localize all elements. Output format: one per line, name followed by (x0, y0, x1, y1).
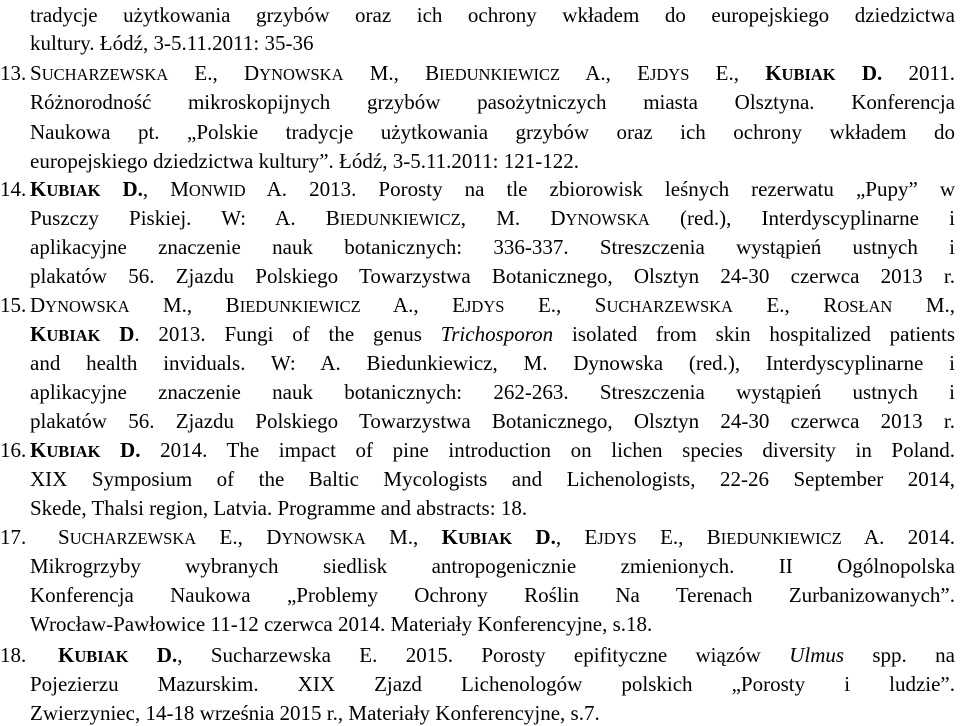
text-run: K (30, 438, 47, 462)
entry-first-line (58, 642, 955, 668)
text-line: plakatów 56. Zjazdu Polskiego Towarzystwa Botanicznego, Olsztyn 24-30 czerwca 2013 r. (30, 264, 955, 288)
text-line: Pojezierzu Mazurskim. XIX Zjazd Lichenologów polskich „Porosty i ludzie”. (30, 672, 955, 696)
text-run: S (58, 525, 70, 549)
text-run: , Sucharzewska E. 2015. Porosty epifityczne wiązów (177, 643, 790, 667)
text-run: 2014. The impact of pine introduction on lichen species diversity in Poland. (140, 438, 956, 462)
text-run: UBIAK (46, 181, 101, 200)
text-run: D (100, 322, 135, 346)
text-run: OSŁAN (837, 297, 893, 316)
entry-first-line (30, 176, 955, 202)
text-run: , E (555, 525, 598, 549)
text-run: YNOWSKA (565, 210, 650, 229)
text-run: M., (365, 525, 442, 549)
text-run: Puszczy Piskiej. W: A. B (30, 206, 340, 230)
text-run: IEDUNKIEWICZ (339, 210, 461, 229)
text-run: A. 2014. (841, 525, 955, 549)
text-run: Trichosporon (440, 322, 554, 346)
text-run: K (30, 177, 47, 201)
text-line: XIX Symposium of the Baltic Mycologists and Lichenologists, 22-26 September 2014, (30, 467, 955, 491)
text-run: D. (100, 438, 141, 462)
text-run: IEDUNKIEWICZ (239, 297, 361, 316)
text-run: M., B (129, 293, 240, 317)
text-run: YNOWSKA (281, 529, 366, 548)
text-run: UCHARZEWSKA (69, 529, 197, 548)
text-run: YNOWSKA (259, 65, 344, 84)
text-run: E., S (504, 293, 607, 317)
text-line: and health inviduals. W: A. Biedunkiewicz, M. Dynowska (red.), Interdyscyplinarne i (30, 351, 955, 375)
text-run: JDYS (465, 297, 505, 316)
text-line: europejskiego dziedzictwa kultury”. Łódź, 3-5.11.2011: 121-122. (30, 149, 579, 173)
text-run: D. (512, 525, 556, 549)
text-run: D. (100, 177, 143, 201)
text-run: K (58, 643, 75, 667)
text-line: kultury. Łódź, 3-5.11.2011: 35-36 (30, 31, 314, 55)
text-line: Zwierzyniec, 14-18 września 2015 r., Materiały Konferencyjne, s.7. (30, 701, 600, 725)
text-run: 2011. (882, 61, 955, 85)
text-line: Różnorodność mikroskopijnych grzybów pasożytniczych miasta Olsztyna. Konferencja (30, 90, 955, 114)
text-run: E., R (732, 293, 838, 317)
text-run: UCHARZEWSKA (606, 297, 733, 316)
text-run: K (441, 525, 458, 549)
text-run: isolated from skin hospitalized patients (553, 322, 955, 346)
entry-number: 16. (0, 438, 27, 462)
text-run: , M. D (460, 206, 566, 230)
entry-number: 13. (0, 61, 27, 85)
text-line: Wrocław-Pawłowice 11-12 czerwca 2014. Materiały Konferencyjne, s.18. (30, 612, 653, 636)
text-line: Skede, Thalsi region, Latvia. Programme and abstracts: 18. (30, 496, 528, 520)
entry-number: 15. (0, 293, 27, 317)
text-run: D. (835, 61, 883, 85)
text-run: . 2013. Fungi of the genus (134, 322, 441, 346)
entry-number: 17. (0, 525, 27, 549)
entry-number: 14. (0, 177, 27, 201)
text-line: plakatów 56. Zjazdu Polskiego Towarzystwa Botanicznego, Olsztyn 24-30 czerwca 2013 r. (30, 409, 955, 433)
text-run: ONWID (188, 181, 246, 200)
text-run: M., (892, 293, 955, 317)
text-run: A. 2013. Porosty na tle zbiorowisk leśnych rezerwatu „Pupy” w (245, 177, 955, 201)
text-run: K (30, 322, 47, 346)
entry-authors (30, 60, 955, 86)
text-run: E., D (196, 525, 282, 549)
text-run: UBIAK (457, 529, 513, 548)
text-line: tradycje użytkowania grzybów oraz ich ochrony wkładem do europejskiego dziedzictwa (30, 3, 955, 27)
text-line: aplikacyjne znaczenie nauk botanicznych: 262-263. Streszczenia wystąpień ustnych i (30, 380, 955, 404)
text-run: UBIAK (781, 65, 836, 84)
text-run: M., B (343, 61, 440, 85)
text-run: D (30, 293, 46, 317)
text-run: IEDUNKIEWICZ (720, 529, 842, 548)
text-run: E., (689, 61, 766, 85)
entry-second-line (30, 205, 955, 231)
text-run: S (30, 61, 42, 85)
text-run: (red.), Interdyscyplinarne i (649, 206, 956, 230)
text-run: UBIAK (74, 647, 129, 666)
text-run: YNOWSKA (45, 297, 130, 316)
entry-authors (58, 524, 955, 550)
text-run: , M (142, 177, 189, 201)
entry-first-line (30, 437, 955, 463)
text-line: aplikacyjne znaczenie nauk botanicznych: 336-337. Streszczenia wystąpień ustnych i (30, 235, 955, 259)
text-run: UBIAK (46, 442, 101, 461)
text-line: Konferencja Naukowa „Problemy Ochrony Roślin Na Terenach Zurbanizowanych”. (30, 583, 955, 607)
text-run: spp. na (844, 643, 955, 667)
text-run: A., E (360, 293, 466, 317)
text-run: JDYS (597, 529, 637, 548)
entry-second-line (30, 321, 955, 347)
text-run: UBIAK (46, 326, 101, 345)
text-line: Mikrogrzyby wybranych siedlisk antropogenicznie zmienionych. II Ogólnopolska (30, 554, 955, 578)
text-run: D. (128, 643, 178, 667)
text-run: UCHARZEWSKA (41, 65, 169, 84)
text-run: A., E (560, 61, 650, 85)
text-run: E., B (636, 525, 721, 549)
text-line: Naukowa pt. „Polskie tradycje użytkowania grzybów oraz ich ochrony wkładem do (30, 120, 955, 144)
text-run: IEDUNKIEWICZ (439, 65, 561, 84)
entry-authors (30, 292, 955, 318)
text-run: JDYS (649, 65, 690, 84)
text-run: Ulmus (789, 643, 845, 667)
entry-number: 18. (0, 643, 27, 667)
text-run: K (765, 61, 782, 85)
text-run: E., D (168, 61, 260, 85)
